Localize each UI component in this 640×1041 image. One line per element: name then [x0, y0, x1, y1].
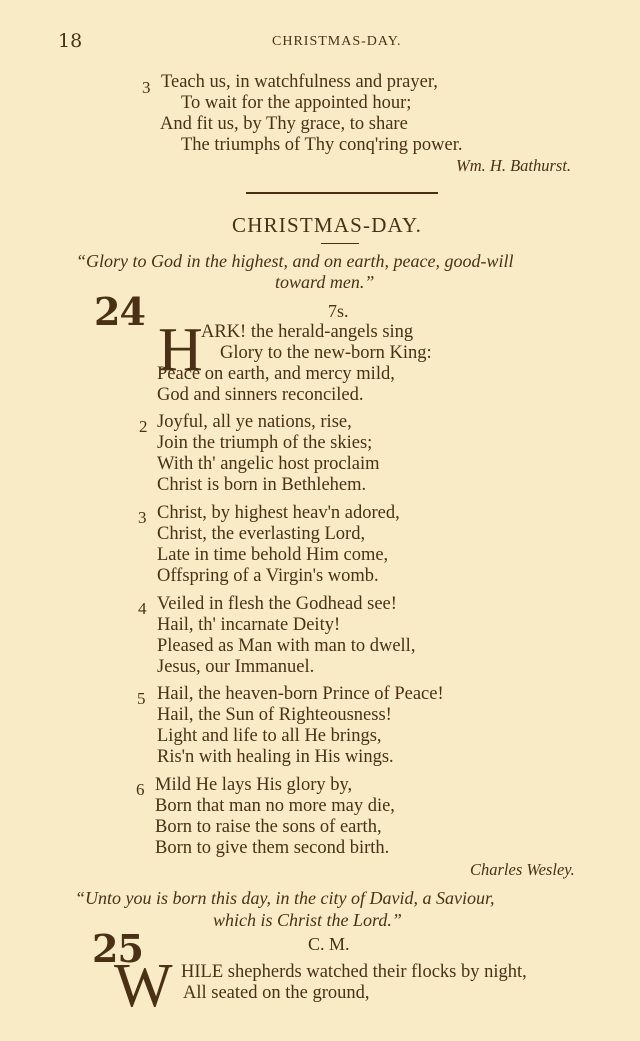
page-number: 18 [58, 30, 83, 52]
verse-line: Join the triumph of the skies; [157, 433, 373, 453]
section-divider [246, 192, 438, 194]
verse-number: 3 [138, 508, 147, 527]
epigraph-line: “Glory to God in the highest, and on earth, peace, good-will [76, 251, 514, 271]
verse-line: Christ is born in Bethlehem. [157, 475, 367, 495]
verse-line: Joyful, all ye nations, rise, [157, 412, 352, 432]
verse-line: God and sinners reconciled. [157, 385, 364, 405]
verse-line: Born that man no more may die, [155, 796, 395, 816]
verse-line: Late in time behold Him come, [157, 545, 389, 565]
verse-line: Christ, the everlasting Lord, [157, 524, 366, 544]
verse-line: To wait for the appointed hour; [181, 93, 412, 113]
verse-line: Pleased as Man with man to dwell, [157, 636, 416, 656]
verse-line: And fit us, by Thy grace, to share [160, 114, 408, 134]
author-attribution: Charles Wesley. [470, 860, 575, 879]
verse-line: Teach us, in watchfulness and prayer, [161, 72, 438, 92]
epigraph-line: “Unto you is born this day, in the city of David, a Saviour, [75, 888, 495, 908]
title-underline [321, 243, 359, 244]
verse-line: Hail, the heaven-born Prince of Peace! [157, 684, 444, 704]
verse-number: 2 [139, 417, 148, 436]
verse-line: Peace on earth, and mercy mild, [157, 364, 395, 384]
epigraph-line: which is Christ the Lord.” [213, 910, 402, 930]
verse-line: Light and life to all He brings, [157, 726, 382, 746]
author-attribution: Wm. H. Bathurst. [456, 156, 572, 175]
verse-number: 3 [142, 78, 151, 97]
verse-line: Hail, the Sun of Righteousness! [157, 705, 392, 725]
verse-number: 4 [138, 599, 147, 618]
verse-line: Hail, th' incarnate Deity! [157, 615, 341, 635]
drop-cap: H [158, 316, 203, 384]
verse-line: ARK! the herald-angels sing [201, 322, 414, 342]
verse-line: Born to raise the sons of earth, [155, 817, 382, 837]
hymn-meter: 7s. [328, 301, 349, 321]
verse-line: Glory to the new-born King: [220, 343, 432, 363]
verse-line: Mild He lays His glory by, [155, 775, 353, 795]
section-title: CHRISTMAS-DAY. [232, 213, 423, 237]
verse-number: 5 [137, 689, 146, 708]
verse-line: Jesus, our Immanuel. [157, 657, 315, 677]
hymn-number: 24 [94, 289, 145, 334]
hymn-number: 25 [92, 926, 143, 971]
verse-line: The triumphs of Thy conq'ring power. [181, 135, 463, 155]
epigraph-line: toward men.” [275, 272, 375, 292]
verse-line: Born to give them second birth. [155, 838, 390, 858]
verse-line: Christ, by highest heav'n adored, [157, 503, 400, 523]
verse-line: With th' angelic host proclaim [157, 454, 380, 474]
verse-line: All seated on the ground, [183, 983, 370, 1003]
verse-line: Veiled in flesh the Godhead see! [157, 594, 397, 614]
verse-line: Ris'n with healing in His wings. [157, 747, 394, 767]
drop-cap: W [114, 952, 173, 1020]
verse-line: HILE shepherds watched their flocks by night, [181, 962, 527, 982]
hymn-meter: C. M. [308, 934, 350, 954]
verse-line: Offspring of a Virgin's womb. [157, 566, 379, 586]
verse-number: 6 [136, 780, 145, 799]
running-head: CHRISTMAS-DAY. [272, 34, 402, 49]
